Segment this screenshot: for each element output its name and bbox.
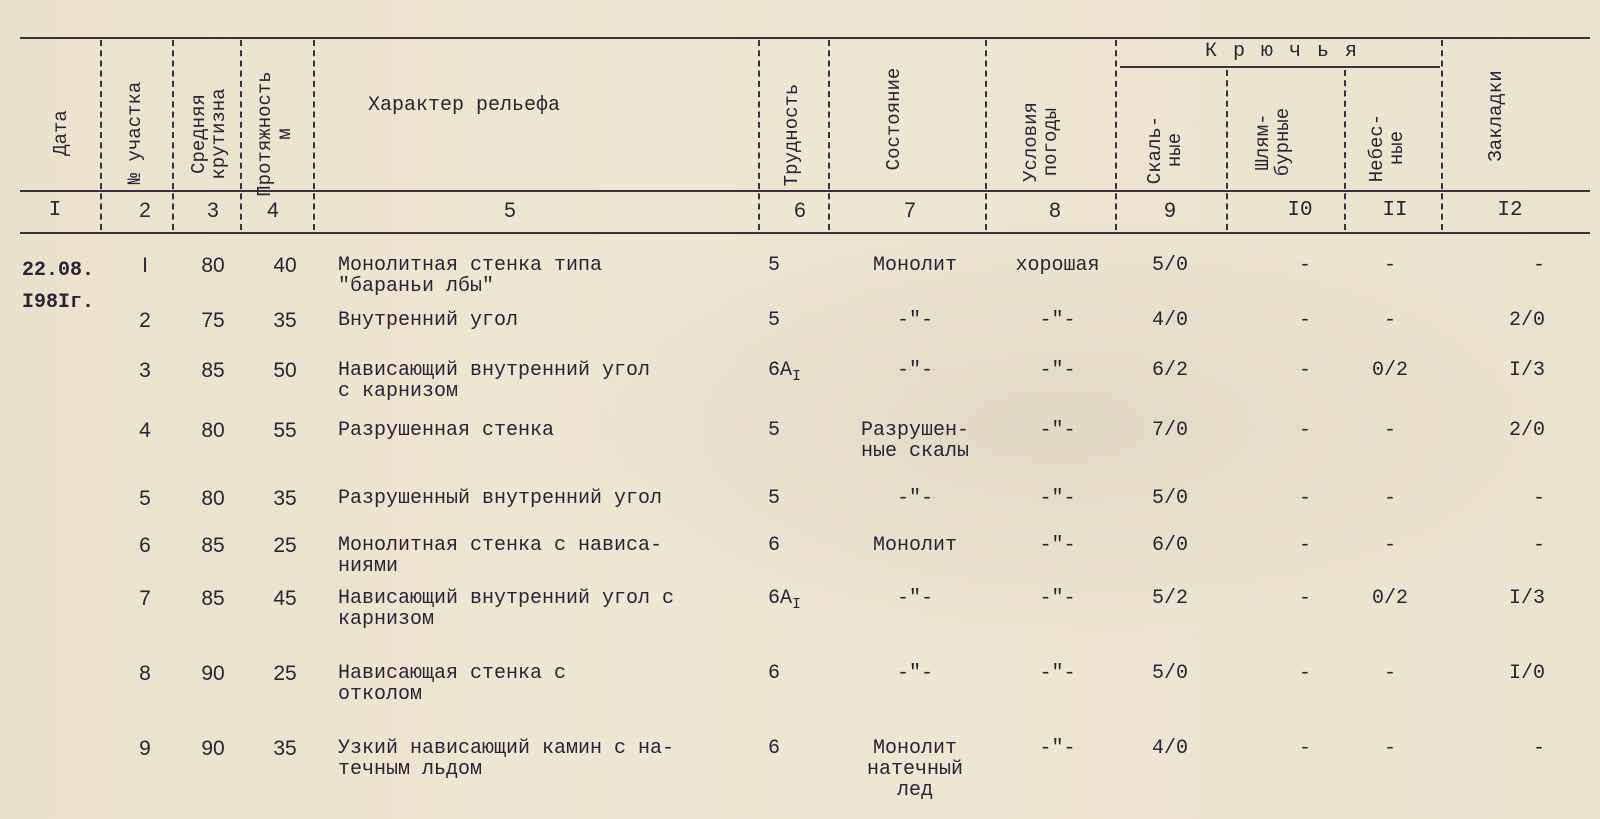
section-number: 8 xyxy=(139,662,151,685)
weather-value: -"- xyxy=(1039,309,1076,332)
nuts-value: I/3 xyxy=(1508,587,1545,610)
length-value: 40 xyxy=(273,254,297,277)
col-separator xyxy=(828,40,832,230)
drill-pitons-value: - xyxy=(1298,587,1311,610)
condition-value: -"- xyxy=(896,662,933,685)
nuts-value: - xyxy=(1532,487,1545,510)
col-separator xyxy=(240,40,244,230)
length-value: 25 xyxy=(273,534,297,557)
steepness-value: 85 xyxy=(201,587,225,610)
sky-hooks-value: - xyxy=(1383,487,1396,510)
section-number: 3 xyxy=(139,359,151,382)
header-date: Дата xyxy=(50,110,72,156)
relief-description: Узкий нависающий камин с на- течным льдом xyxy=(338,737,675,781)
date-line-1: 22.08. xyxy=(22,259,95,282)
header-section-no: № участка xyxy=(124,81,146,185)
rock-pitons-value: 4/0 xyxy=(1151,737,1188,760)
difficulty-value: 5 xyxy=(768,419,781,442)
col-separator xyxy=(1344,70,1348,230)
header-drill-pitons xyxy=(1253,92,1297,192)
col-number: II xyxy=(1382,199,1408,222)
header-difficulty: Трудность xyxy=(781,83,803,187)
sky-hooks-value: - xyxy=(1383,419,1396,442)
col-number: 3 xyxy=(207,199,219,222)
relief-description: Разрушенная стенка xyxy=(338,419,555,442)
condition-value: Монолит xyxy=(872,534,957,557)
header-top-rule xyxy=(20,37,1590,39)
header-length-text: Протяжность м xyxy=(254,71,296,197)
difficulty-value: 6 xyxy=(768,534,781,557)
col-separator xyxy=(172,40,176,230)
col-separator xyxy=(1441,40,1445,230)
weather-value: -"- xyxy=(1039,487,1076,510)
sky-hooks-value: - xyxy=(1383,737,1396,760)
col-separator xyxy=(985,40,989,230)
col-separator xyxy=(758,40,762,230)
difficulty-value: 5 xyxy=(768,254,781,277)
header-rock-pitons-text: Скаль- ные xyxy=(1144,115,1186,185)
sky-hooks-value: - xyxy=(1383,254,1396,277)
nuts-value: I/0 xyxy=(1508,662,1545,685)
header-rock-pitons xyxy=(1145,100,1189,200)
col-separator xyxy=(1226,70,1230,230)
rock-pitons-value: 6/0 xyxy=(1151,534,1188,557)
header-sky-hooks-text: Небес- ные xyxy=(1366,113,1408,183)
section-number: 4 xyxy=(139,419,151,442)
col-number: I2 xyxy=(1497,199,1523,222)
steepness-value: 90 xyxy=(201,737,225,760)
steepness-value: 80 xyxy=(201,254,225,277)
col-number: 2 xyxy=(139,199,151,222)
length-value: 35 xyxy=(273,487,297,510)
steepness-value: 75 xyxy=(201,309,225,332)
nuts-value: - xyxy=(1532,737,1545,760)
col-number: 6 xyxy=(794,199,806,222)
header-relief: Характер рельефа xyxy=(368,94,561,117)
condition-value: -"- xyxy=(896,587,933,610)
section-number: 2 xyxy=(139,309,151,332)
rock-pitons-value: 5/2 xyxy=(1151,587,1188,610)
length-value: 35 xyxy=(273,309,297,332)
drill-pitons-value: - xyxy=(1298,534,1311,557)
sky-hooks-value: - xyxy=(1383,662,1396,685)
section-number: I xyxy=(142,254,148,277)
rock-pitons-value: 7/0 xyxy=(1151,419,1188,442)
weather-value: -"- xyxy=(1039,359,1076,382)
header-weather xyxy=(1021,82,1065,202)
condition-value: -"- xyxy=(896,359,933,382)
header-length xyxy=(255,69,299,199)
col-number: 7 xyxy=(904,199,916,222)
steepness-value: 85 xyxy=(201,359,225,382)
length-value: 45 xyxy=(273,587,297,610)
steepness-value: 90 xyxy=(201,662,225,685)
difficulty-value: 6 xyxy=(768,737,781,760)
weather-value: -"- xyxy=(1039,737,1076,760)
pitons-group-rule xyxy=(1120,66,1440,68)
header-weather-text: Условия погоды xyxy=(1020,102,1062,182)
sky-hooks-value: 0/2 xyxy=(1371,359,1408,382)
drill-pitons-value: - xyxy=(1298,737,1311,760)
rock-pitons-value: 4/0 xyxy=(1151,309,1188,332)
section-number: 7 xyxy=(139,587,151,610)
rock-pitons-value: 6/2 xyxy=(1151,359,1188,382)
drill-pitons-value: - xyxy=(1298,309,1311,332)
drill-pitons-value: - xyxy=(1298,254,1311,277)
rock-pitons-value: 5/0 xyxy=(1151,254,1188,277)
header-drill-pitons-text: Шлям- бурные xyxy=(1252,107,1294,177)
col-number: I xyxy=(48,199,62,222)
weather-value: -"- xyxy=(1039,662,1076,685)
steepness-value: 80 xyxy=(201,487,225,510)
col-separator xyxy=(313,40,317,230)
col-number: 9 xyxy=(1164,199,1176,222)
length-value: 35 xyxy=(273,737,297,760)
steepness-value: 80 xyxy=(201,419,225,442)
header-sky-hooks xyxy=(1367,98,1411,198)
weather-value: -"- xyxy=(1039,534,1076,557)
relief-description: Нависающая стенка с отколом xyxy=(338,662,567,706)
difficulty-value: 6 xyxy=(768,662,781,685)
sky-hooks-value: - xyxy=(1383,534,1396,557)
difficulty-value: $6A_I$ xyxy=(768,587,802,613)
drill-pitons-value: - xyxy=(1298,419,1311,442)
weather-value: хорошая xyxy=(1015,254,1100,277)
difficulty-value: 5 xyxy=(768,487,781,510)
length-value: 50 xyxy=(273,359,297,382)
length-value: 25 xyxy=(273,662,297,685)
relief-description: Нависающий внутренний угол с карнизом xyxy=(338,359,651,403)
nuts-value: 2/0 xyxy=(1508,309,1545,332)
condition-value: -"- xyxy=(896,487,933,510)
weather-value: -"- xyxy=(1039,419,1076,442)
relief-description: Разрушенный внутренний угол xyxy=(338,487,663,510)
steepness-value: 85 xyxy=(201,534,225,557)
sky-hooks-value: - xyxy=(1383,309,1396,332)
header-avg-steepness-text: Средняя крутизна xyxy=(188,88,230,180)
section-number: 6 xyxy=(139,534,151,557)
relief-description: Монолитная стенка с нависа- ниями xyxy=(338,534,663,578)
header-condition: Состояние xyxy=(883,67,905,171)
header-pitons-group: К р ю ч ь я xyxy=(1205,40,1360,63)
col-number: 8 xyxy=(1049,199,1061,222)
relief-description: Нависающий внутренний угол с карнизом xyxy=(338,587,675,631)
drill-pitons-value: - xyxy=(1298,359,1311,382)
condition-value: Разрушен- ные скалы xyxy=(860,419,970,463)
numbers-bottom-rule xyxy=(20,232,1590,234)
relief-description: Внутренний угол xyxy=(338,309,519,332)
drill-pitons-value: - xyxy=(1298,487,1311,510)
col-number: I0 xyxy=(1287,199,1313,222)
length-value: 55 xyxy=(273,419,297,442)
nuts-value: - xyxy=(1532,534,1545,557)
nuts-value: I/3 xyxy=(1508,359,1545,382)
nuts-value: 2/0 xyxy=(1508,419,1545,442)
relief-description: Монолитная стенка типа "бараньи лбы" xyxy=(338,254,603,298)
nuts-value: - xyxy=(1532,254,1545,277)
difficulty-value: $6A_I$ xyxy=(768,359,802,385)
condition-value: Монолит натечный лед xyxy=(866,737,963,802)
col-separator xyxy=(1115,40,1119,230)
section-number: 5 xyxy=(139,487,151,510)
rock-pitons-value: 5/0 xyxy=(1151,487,1188,510)
header-nuts: Закладки xyxy=(1485,70,1507,162)
section-number: 9 xyxy=(139,737,151,760)
sky-hooks-value: 0/2 xyxy=(1371,587,1408,610)
col-separator xyxy=(100,40,104,230)
col-number: 4 xyxy=(267,199,279,222)
condition-value: Монолит xyxy=(872,254,957,277)
weather-value: -"- xyxy=(1039,587,1076,610)
condition-value: -"- xyxy=(896,309,933,332)
date-line-2: I98Iг. xyxy=(22,291,95,314)
rock-pitons-value: 5/0 xyxy=(1151,662,1188,685)
drill-pitons-value: - xyxy=(1298,662,1311,685)
header-avg-steepness xyxy=(189,69,233,199)
col-number: 5 xyxy=(504,199,516,222)
difficulty-value: 5 xyxy=(768,309,781,332)
